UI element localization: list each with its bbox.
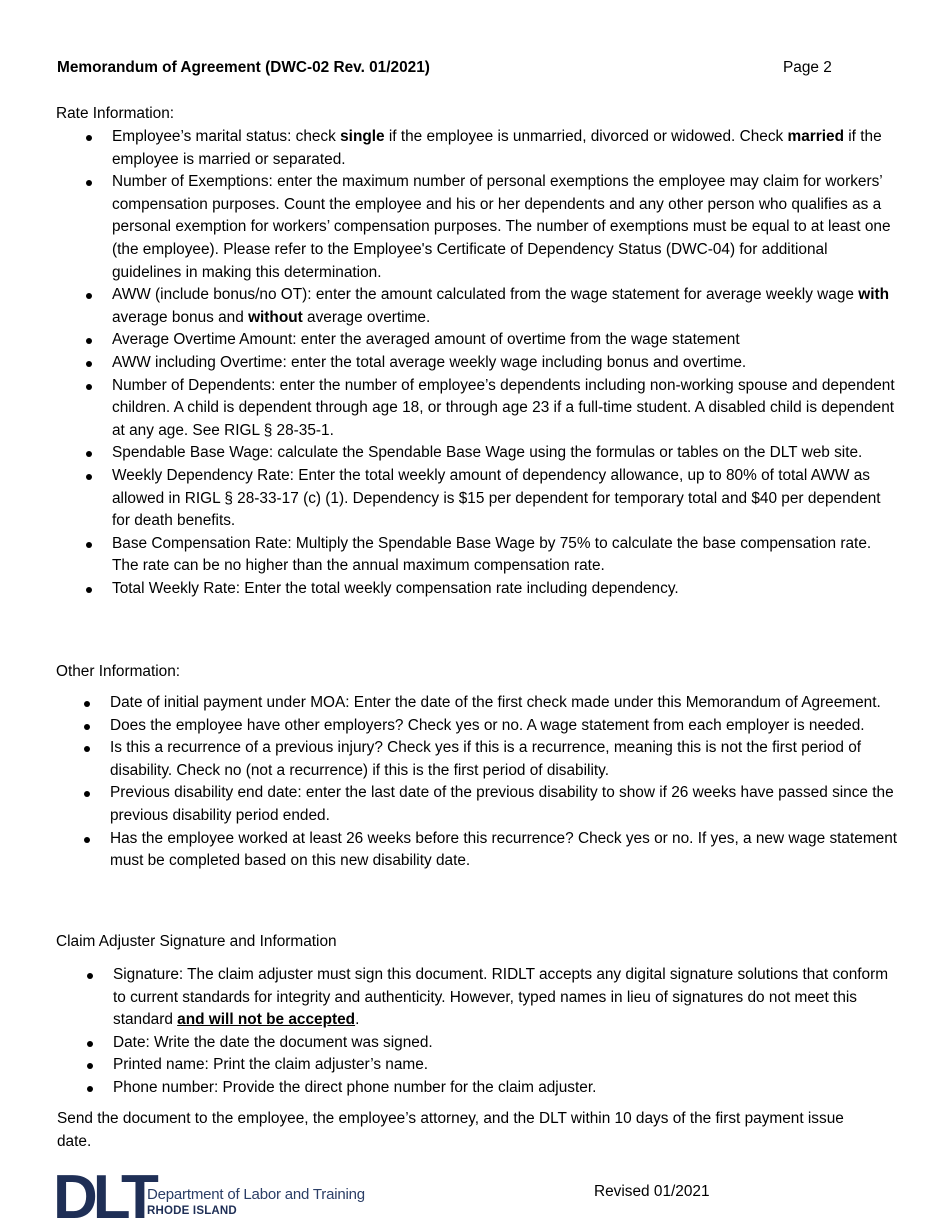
list-item: Total Weekly Rate: Enter the total weekly compensation rate including dependency. xyxy=(0,578,950,601)
list-item: Date: Write the date the document was signed. xyxy=(0,1032,950,1055)
list-item: Number of Dependents: enter the number of employee’s dependents including non-working spouse and dependent children. A child is dependent through age 18, or through age 23 if a full-time student. A disabled child is dependent at any age. See RIGL § 28-35-1. xyxy=(0,375,950,443)
list-item: Weekly Dependency Rate: Enter the total weekly amount of dependency allowance, up to 80% of total AWW as allowed in RIGL § 28-33-17 (c) (1). Dependency is $15 per dependent for temporary total and $40 per dependent for death benefits. xyxy=(0,465,950,533)
document-title: Memorandum of Agreement (DWC-02 Rev. 01/2021) xyxy=(57,59,430,76)
list-item: Has the employee worked at least 26 weeks before this recurrence? Check yes or no. If yes, a new wage statement must be completed based on this new disability date. xyxy=(0,828,950,873)
other-information-list xyxy=(0,692,950,873)
list-item: Previous disability end date: enter the last date of the previous disability to show if 26 weeks have passed since the previous disability period ended. xyxy=(0,782,950,827)
list-item: Number of Exemptions: enter the maximum number of personal exemptions the employee may claim for workers’ compensation purposes. Count the employee and his or her dependents and any other person who qualifies as a personal exemption for workers’ compensation purposes. The number of exemptions must be equal to at least one (the employee). Please refer to the Employee's Certificate of Dependency Status (DWC-04) for additional guidelines in making this determination. xyxy=(0,171,950,284)
claim-adjuster-list xyxy=(0,964,950,1100)
list-item: Date of initial payment under MOA: Enter the date of the first check made under this Memorandum of Agreement. xyxy=(0,692,950,715)
bullet-icon xyxy=(86,542,92,548)
other-information-heading: Other Information: xyxy=(56,663,181,680)
list-item: Does the employee have other employers? Check yes or no. A wage statement from each employer is needed. xyxy=(0,715,950,738)
list-item: Printed name: Print the claim adjuster’s name. xyxy=(0,1054,950,1077)
bullet-icon xyxy=(86,338,92,344)
bullet-icon xyxy=(87,1086,93,1092)
bullet-icon xyxy=(87,973,93,979)
bullet-icon xyxy=(84,701,90,707)
bullet-icon xyxy=(86,587,92,593)
bullet-icon xyxy=(86,474,92,480)
dlt-letters-icon xyxy=(53,1163,154,1230)
bullet-icon xyxy=(86,293,92,299)
revision-date: Revised 01/2021 xyxy=(594,1183,710,1200)
svg-text:DLT: DLT xyxy=(53,1163,154,1230)
list-item: Signature: The claim adjuster must sign this document. RIDLT accepts any digital signature solutions that conform to current standards for integrity and authenticity. However, typed names in lieu of signatures do not meet this standard and will not be accepted. xyxy=(0,964,950,1032)
rate-information-list xyxy=(0,126,950,600)
bullet-icon xyxy=(87,1063,93,1069)
rate-information-heading: Rate Information: xyxy=(56,105,175,122)
list-item: Employee’s marital status: check single if the employee is unmarried, divorced or widowed. Check married if the employee is married or separated. xyxy=(0,126,950,171)
list-item: AWW including Overtime: enter the total average weekly wage including bonus and overtime. xyxy=(0,352,950,375)
dlt-logo xyxy=(53,1163,365,1230)
bullet-icon xyxy=(84,724,90,730)
bullet-icon xyxy=(84,791,90,797)
bullet-icon xyxy=(87,1041,93,1047)
bullet-icon xyxy=(86,135,92,141)
list-item: Spendable Base Wage: calculate the Spendable Base Wage using the formulas or tables on the DLT web site. xyxy=(0,442,950,465)
claim-adjuster-heading: Claim Adjuster Signature and Information xyxy=(56,933,337,950)
bullet-icon xyxy=(86,361,92,367)
bullet-icon xyxy=(84,746,90,752)
list-item: Phone number: Provide the direct phone number for the claim adjuster. xyxy=(0,1077,950,1100)
logo-department-text: Department of Labor and Training xyxy=(147,1186,365,1203)
closing-instructions: Send the document to the employee, the employee’s attorney, and the DLT within 10 days of the first payment issue date. xyxy=(57,1110,844,1150)
logo-state-text: RHODE ISLAND xyxy=(147,1205,237,1217)
bullet-icon xyxy=(86,451,92,457)
list-item: Base Compensation Rate: Multiply the Spendable Base Wage by 75% to calculate the base compensation rate. The rate can be no higher than the annual maximum compensation rate. xyxy=(0,533,950,578)
list-item: Is this a recurrence of a previous injury? Check yes if this is a recurrence, meaning this is not the first period of disability. Check no (not a recurrence) if this is the first period of disability. xyxy=(0,737,950,782)
bullet-icon xyxy=(86,384,92,390)
list-item: Average Overtime Amount: enter the averaged amount of overtime from the wage statement xyxy=(0,329,950,352)
bullet-icon xyxy=(84,837,90,843)
list-item: AWW (include bonus/no OT): enter the amount calculated from the wage statement for average weekly wage with average bonus and without average overtime. xyxy=(0,284,950,329)
page-number: Page 2 xyxy=(783,59,832,76)
bullet-icon xyxy=(86,180,92,186)
